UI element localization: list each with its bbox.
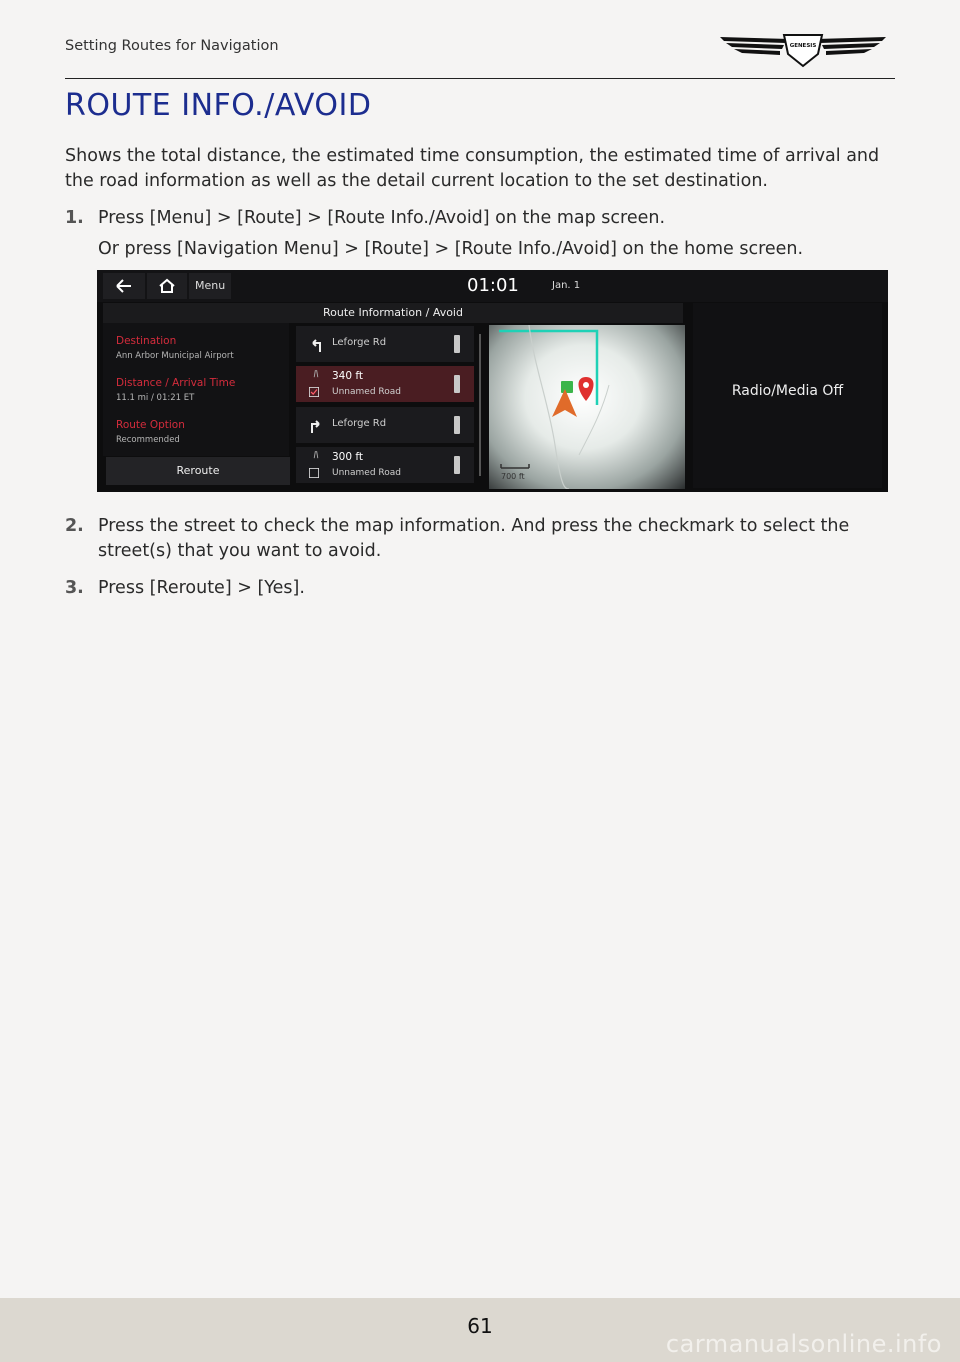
route-item[interactable]	[296, 366, 474, 402]
turn-right-icon	[308, 415, 324, 435]
home-button[interactable]	[147, 273, 187, 299]
road-icon	[308, 370, 324, 382]
route-item[interactable]	[296, 407, 474, 443]
step-1	[65, 206, 895, 231]
route-item-handle	[454, 416, 460, 434]
route-item-name: Unnamed Road	[332, 387, 401, 397]
destination-flag-icon	[561, 381, 573, 393]
route-item-name: Unnamed Road	[332, 468, 401, 478]
page-number: 61	[467, 1314, 493, 1338]
route-item-distance: 340 ft	[332, 370, 364, 382]
step-text: Press [Menu] > [Route] > [Route Info./Avoid] on the map screen.	[98, 208, 666, 228]
step-1-alternative: Or press [Navigation Menu] > [Route] > [Route Info./Avoid] on the home screen.	[98, 239, 804, 259]
route-option-value: Recommended	[116, 435, 180, 445]
route-item-handle	[454, 375, 460, 393]
clock: 01:01	[467, 275, 519, 296]
genesis-logo	[718, 30, 888, 68]
list-scrollbar[interactable]	[479, 334, 481, 476]
route-item[interactable]	[296, 326, 474, 362]
turn-left-icon	[308, 334, 324, 354]
panel-title: Route Information / Avoid	[323, 306, 463, 319]
route-item[interactable]	[296, 447, 474, 483]
destination-value: Ann Arbor Municipal Airport	[116, 351, 234, 361]
route-item-name: Leforge Rd	[332, 418, 387, 429]
menu-label: Menu	[195, 279, 226, 292]
page-footer	[0, 1298, 960, 1362]
step-text: Press [Reroute] > [Yes].	[98, 578, 305, 598]
top-bar	[97, 270, 888, 302]
route-item-distance: 300 ft	[332, 451, 364, 463]
date: Jan. 1	[552, 280, 581, 291]
step-number: 2.	[65, 516, 84, 536]
radio-media-panel[interactable]	[693, 303, 882, 488]
intro-paragraph: Shows the total distance, the estimated time consumption, the estimated time of arrival and the road information as well as the detail current location to the set destination.	[65, 146, 880, 191]
route-option-label: Route Option	[116, 419, 185, 431]
watermark: carmanualsonline.info	[665, 1330, 942, 1358]
header-rule	[65, 78, 895, 79]
map-view[interactable]	[489, 325, 685, 489]
destination-pin-icon	[579, 377, 594, 401]
avoid-checkbox-icon[interactable]	[309, 468, 319, 478]
destination-label: Destination	[116, 335, 177, 347]
step-2	[65, 514, 895, 564]
step-number: 1.	[65, 208, 84, 228]
distance-label: Distance / Arrival Time	[116, 377, 236, 389]
step-number: 3.	[65, 578, 84, 598]
current-position-icon	[552, 389, 577, 417]
back-arrow-icon	[103, 273, 145, 299]
step-text: Press the street to check the map information. And press the checkmark to select the street(s) that you want to avoid.	[98, 516, 850, 561]
road-icon	[308, 451, 324, 463]
route-item-handle	[454, 456, 460, 474]
back-button[interactable]	[103, 273, 145, 299]
map-scale-bar	[501, 464, 529, 468]
section-header: Setting Routes for Navigation	[65, 38, 279, 54]
distance-value: 11.1 mi / 01:21 ET	[116, 393, 195, 403]
reroute-button[interactable]: Reroute	[106, 457, 290, 485]
route-item-name: Leforge Rd	[332, 337, 387, 348]
panel-title-bar	[103, 303, 683, 323]
avoid-checkbox-checked-icon[interactable]	[309, 387, 319, 397]
route-item-handle	[454, 335, 460, 353]
home-icon	[147, 273, 187, 299]
map-scale-label: 700 ft	[501, 472, 525, 481]
page-title: ROUTE INFO./AVOID	[65, 88, 372, 123]
route-summary-panel	[103, 323, 289, 456]
step-3	[65, 576, 895, 601]
route-info-screenshot	[97, 270, 888, 492]
logo-wordmark: GENESIS	[789, 43, 817, 49]
map-graphics	[489, 325, 685, 489]
radio-status: Radio/Media Off	[731, 383, 844, 399]
